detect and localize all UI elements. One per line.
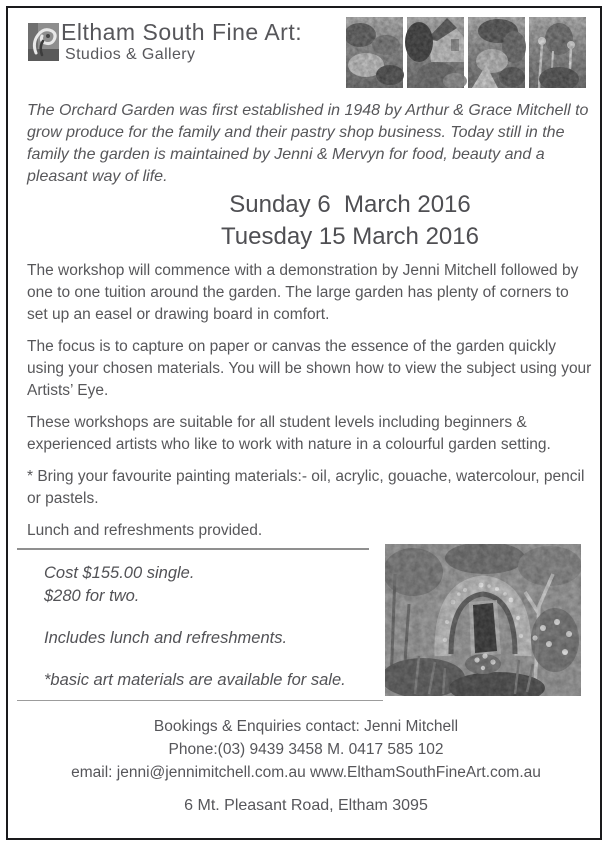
garden-photo-3: [468, 17, 526, 88]
paragraph-workshop-focus: The focus is to capture on paper or canvas the essence of the garden quickly using your chosen materials. You will be shown how to view the subject using your Artists’ Eye.: [27, 338, 592, 399]
portrait-artwork-logo-icon: [28, 23, 59, 61]
contact-address: 6 Mt. Pleasant Road, Eltham 3095: [184, 797, 428, 814]
divider-bottom: [17, 700, 383, 701]
intro-paragraph: The Orchard Garden was first established in 1948 by Arthur & Grace Mitchell to grow produce for the family and their pastry shop business. Today still in the family the garden is maintained by Jenni & Mervyn for food, beauty and a pleasant way of life.: [27, 102, 589, 185]
date-line-2: Tuesday 15 March 2016: [221, 223, 479, 250]
brand-title: Eltham South Fine Art:: [61, 19, 303, 45]
garden-photo-4: [529, 17, 586, 88]
contact-block: [8, 715, 604, 784]
paragraph-student-levels: These workshops are suitable for all student levels including beginners & experienced artists who like to work with nature in a colourful garden setting.: [27, 414, 551, 453]
lunch-note: Lunch and refreshments provided.: [27, 522, 263, 539]
flyer-page: [6, 6, 602, 840]
date-line-1: Sunday 6 March 2016: [229, 191, 471, 218]
cost-includes-line: Includes lunch and refreshments.: [44, 629, 288, 647]
garden-photo-1: [346, 17, 404, 88]
paragraph-workshop-format: The workshop will commence with a demonstration by Jenni Mitchell followed by one to one tuition around the garden. The large garden has plenty of corners to set up an easel or drawing board in comfort.: [27, 262, 579, 323]
body-copy: [27, 260, 593, 552]
cost-double-line: $280 for two.: [44, 587, 140, 605]
brand-subtitle: Studios & Gallery: [65, 46, 196, 63]
garden-photo-2: [405, 17, 467, 88]
paragraph-bring-materials: * Bring your favourite painting materials:- oil, acrylic, gouache, watercolour, pencil or pastels.: [27, 468, 585, 507]
cost-block: [44, 562, 374, 692]
workshop-dates: [8, 189, 604, 253]
divider-top: [17, 548, 369, 550]
cost-materials-line: *basic art materials are available for sale.: [44, 671, 346, 689]
contact-email-web-line: email: jenni@jennimitchell.com.au www.ElthamSouthFineArt.com.au: [71, 764, 541, 781]
garden-door-painting: [385, 544, 581, 696]
cost-single-line: Cost $155.00 single.: [44, 564, 195, 582]
contact-phone-line: Phone:(03) 9439 3458 M. 0417 585 102: [168, 741, 444, 758]
contact-bookings-line: Bookings & Enquiries contact: Jenni Mitchell: [153, 718, 459, 735]
garden-photo-strip: [346, 17, 586, 88]
